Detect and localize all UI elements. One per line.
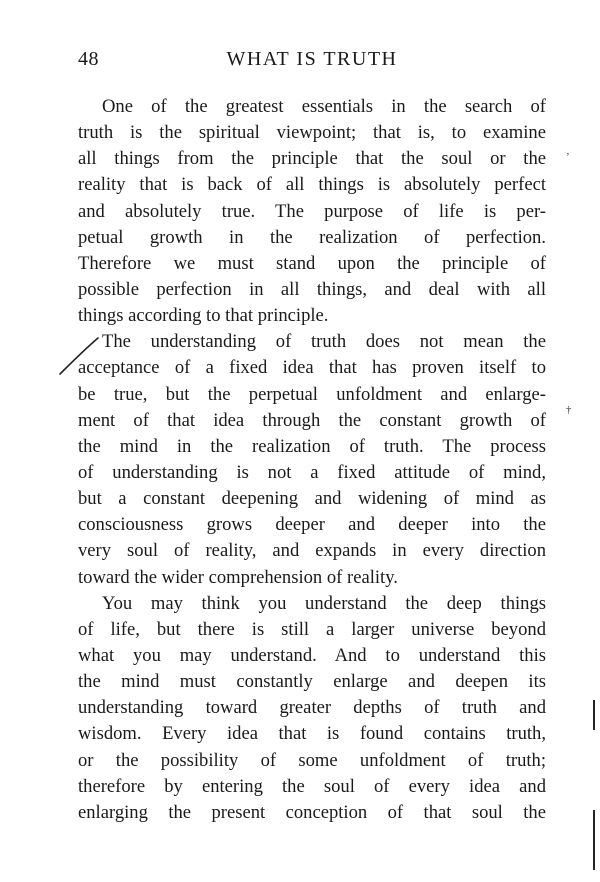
text-line: ment of that idea through the constant growth of [78,409,546,431]
paragraph [78,591,546,826]
text-line: One of the greatest essentials in the search of [102,96,546,117]
margin-dagger-mark: † [566,404,572,416]
text-line: the mind must constantly enlarge and deepen its [78,671,546,693]
text-line: acceptance of a fixed idea that has proven itself to [78,357,546,379]
text-line: be true, but the perpetual unfoldment and enlarge- [78,383,546,405]
running-title: WHAT IS TRUTH [226,48,398,70]
text-line: what you may understand. And to understand this [78,644,546,666]
paragraph [78,329,546,590]
text-line: The understanding of truth does not mean the [102,331,546,353]
text-line: truth is the spiritual viewpoint; that is, to examine [78,122,546,144]
text-line: or the possibility of some unfoldment of truth; [78,749,546,771]
text-line: reality that is back of all things is absolutely perfect [78,174,546,196]
text-line: enlarging the present conception of that soul the [78,801,546,823]
paragraph [78,94,546,329]
text-line: things according to that principle. [78,305,329,327]
text-line: therefore by entering the soul of every idea and [78,775,546,797]
text-line: wisdom. Every idea that is found contains truth, [78,723,546,745]
margin-dot-mark: ʼ [566,151,570,163]
text-line: toward the wider comprehension of reality. [78,566,398,588]
text-line: Therefore we must stand upon the principle of [78,252,546,274]
page-number: 48 [78,48,99,70]
page-edge-mark [593,810,595,870]
text-line: You may think you understand the deep things [102,592,546,614]
page-edge-mark [593,700,595,730]
text-line: of life, but there is still a larger universe beyond [78,618,546,640]
text-line: and absolutely true. The purpose of life is per- [78,200,546,222]
text-line: consciousness grows deeper and deeper into the [78,514,546,536]
text-line: very soul of reality, and expands in every direction [78,540,546,562]
text-line: but a constant deepening and widening of mind as [78,488,546,510]
text-line: all things from the principle that the soul or the [78,148,546,170]
text-line: petual growth in the realization of perfection. [78,226,546,248]
body-text [78,94,546,826]
text-line: of understanding is not a fixed attitude of mind, [78,461,546,483]
page-header [78,48,546,74]
text-line: the mind in the realization of truth. The process [78,435,546,457]
text-line: possible perfection in all things, and deal with all [78,278,546,300]
text-line: understanding toward greater depths of truth and [78,697,546,719]
